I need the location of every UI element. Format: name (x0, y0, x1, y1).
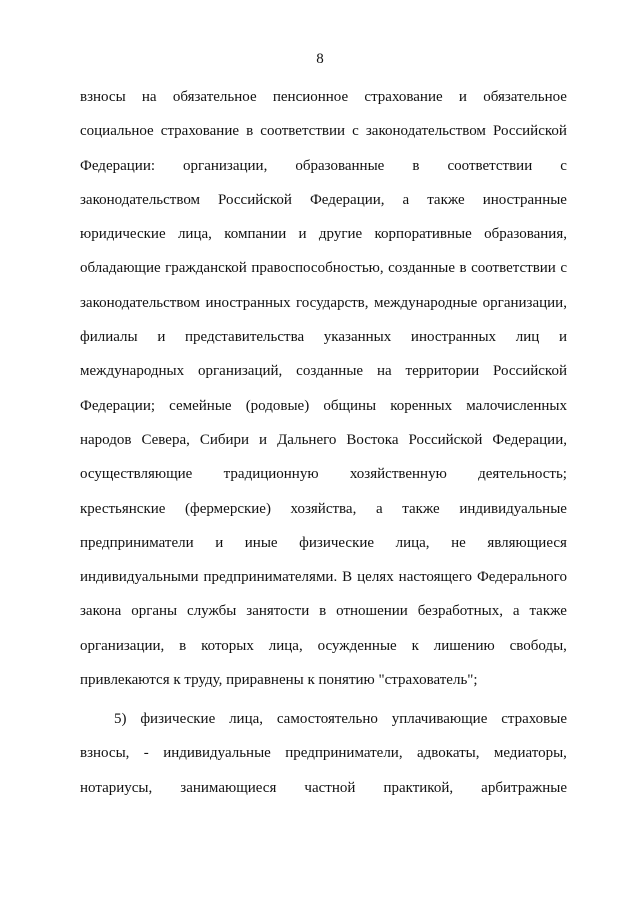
text-line: Федерации: организации, образованные в соответствии с (80, 157, 567, 174)
text-line: предприниматели и иные физические лица, не являющиеся (80, 534, 567, 551)
text-line: нотариусы, занимающиеся частной практикой, арбитражные (80, 779, 567, 796)
text-line: организации, в которых лица, осужденные к лишению свободы, (80, 637, 567, 654)
text-line: обладающие гражданской правоспособностью, созданные в соответствии с (80, 260, 567, 277)
text-line: филиалы и представительства указанных иностранных лиц и (80, 329, 567, 346)
text-line: народов Севера, Сибири и Дальнего Востока Российской Федерации, (80, 431, 567, 448)
text-line: законодательством Российской Федерации, а также иностранные (80, 191, 567, 208)
text-line: закона органы службы занятости в отношении безработных, а также (80, 603, 567, 620)
text-line: международных организаций, созданные на территории Российской (80, 363, 567, 380)
text-line: осуществляющие традиционную хозяйственную деятельность; (80, 466, 567, 483)
text-line: социальное страхование в соответствии с законодательством Российской (80, 123, 567, 140)
text-line: взносы на обязательное пенсионное страхование и обязательное (80, 89, 567, 105)
paragraph-main (80, 87, 567, 704)
paragraph-item-5 (80, 709, 567, 812)
text-line: Федерации; семейные (родовые) общины коренных малочисленных (80, 397, 567, 414)
text-line: привлекаются к труду, приравнены к понятию "страхователь"; (80, 672, 478, 689)
text-line: 5) физические лица, самостоятельно уплачивающие страховые (114, 711, 567, 727)
text-line: взносы, - индивидуальные предприниматели, адвокаты, медиаторы, (80, 745, 567, 762)
text-line: законодательством иностранных государств, международные организации, (80, 294, 567, 311)
text-line: индивидуальными предпринимателями. В целях настоящего Федерального (80, 569, 567, 586)
text-line: юридические лица, компании и другие корпоративные образования, (80, 226, 567, 243)
text-line: крестьянские (фермерские) хозяйства, а также индивидуальные (80, 500, 567, 517)
page-number: 8 (316, 51, 324, 67)
